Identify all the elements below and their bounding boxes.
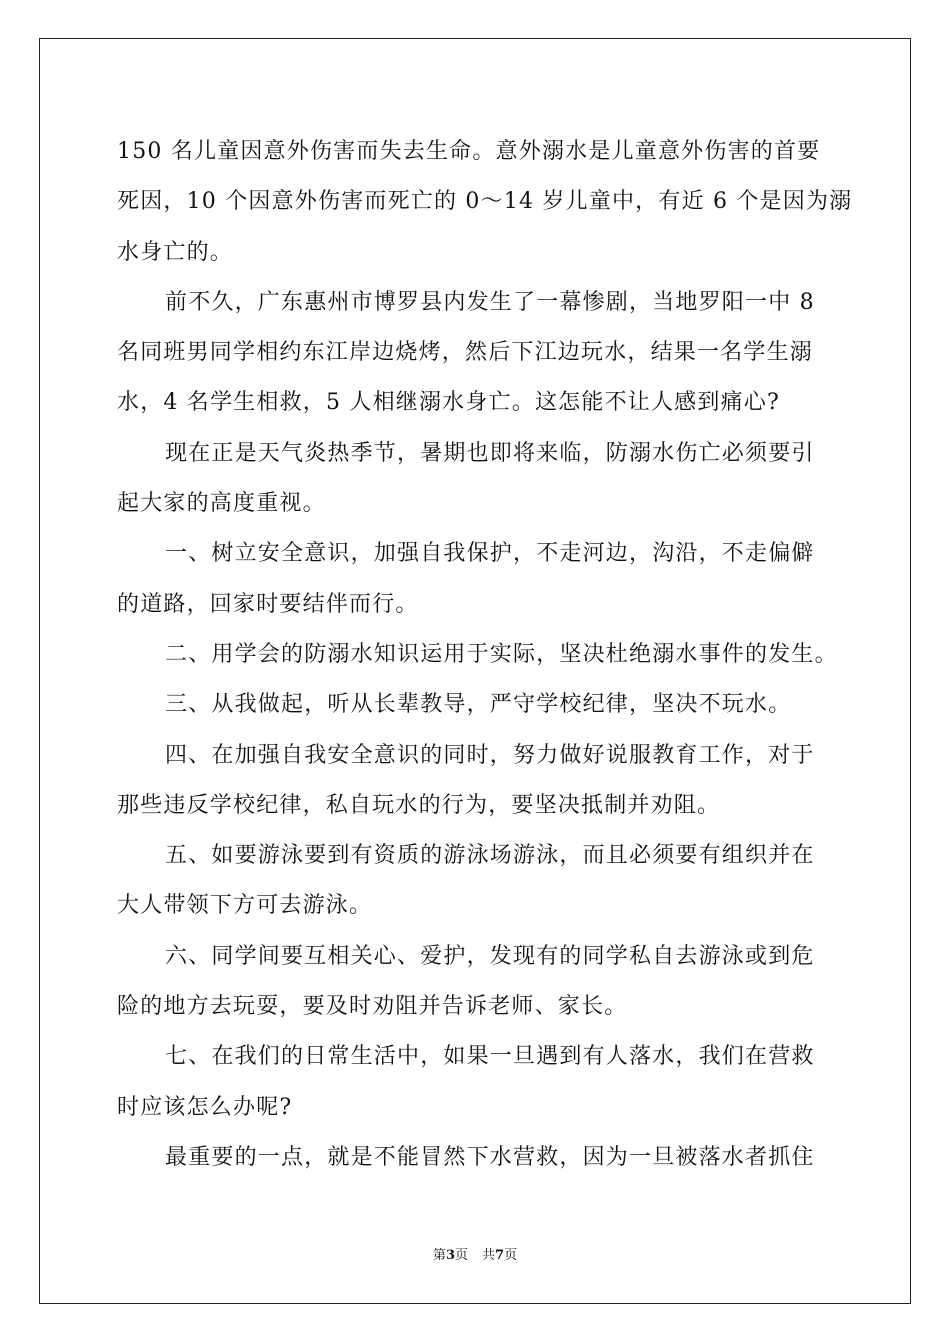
page-suffix: 页: [454, 1248, 468, 1263]
text-line: 四、在加强自我安全意识的同时，努力做好说服教育工作，对于: [165, 742, 815, 768]
text-line: 现在正是天气炎热季节，暑期也即将来临，防溺水伤亡必须要引: [165, 440, 815, 466]
text-line: 七、在我们的日常生活中，如果一旦遇到有人落水，我们在营救: [165, 1044, 815, 1070]
total-prefix: 共: [482, 1248, 496, 1263]
text-line: 名同班男同学相约东江岸边烧烤，然后下江边玩水，结果一名学生溺: [117, 340, 814, 366]
text-line: 起大家的高度重视。: [117, 491, 326, 517]
text-line: 六、同学间要互相关心、爱护，发现有的同学私自去游泳或到危: [165, 943, 815, 969]
text-line: 时应该怎么办呢?: [117, 1094, 293, 1120]
text-line: 大人带领下方可去游泳。: [117, 893, 373, 919]
text-line: 那些违反学校纪律，私自玩水的行为，要坚决抵制并劝阻。: [117, 792, 721, 818]
text-line: 三、从我做起，听从长辈教导，严守学校纪律，坚决不玩水。: [165, 692, 792, 718]
text-line: 水，4 名学生相救，5 人相继溺水身亡。这怎能不让人感到痛心?: [117, 390, 780, 416]
text-line: 的道路，回家时要结伴而行。: [117, 591, 419, 617]
text-line: 五、如要游泳要到有资质的游泳场游泳，而且必须要有组织并在: [165, 843, 815, 869]
text-line: 150 名儿童因意外伤害而失去生命。意外溺水是儿童意外伤害的首要: [117, 139, 821, 164]
text-line: 最重要的一点，就是不能冒然下水营救，因为一旦被落水者抓住: [165, 1144, 815, 1170]
page-number: 3: [445, 1248, 455, 1263]
page-total: 7: [495, 1248, 505, 1263]
document-body: [117, 127, 853, 1183]
text-line: 死因，10 个因意外伤害而死亡的 0～14 岁儿童中，有近 6 个是因为溺: [117, 189, 853, 215]
text-line: 二、用学会的防溺水知识运用于实际，坚决杜绝溺水事件的发生。: [165, 641, 838, 667]
text-line: 一、树立安全意识，加强自我保护，不走河边，沟沿，不走偏僻: [165, 541, 815, 567]
page-prefix: 第: [432, 1248, 446, 1263]
page-footer: [0, 1247, 950, 1265]
text-line: 前不久，广东惠州市博罗县内发生了一幕惨剧，当地罗阳一中 8: [165, 289, 815, 315]
text-line: 水身亡的。: [117, 239, 234, 265]
text-line: 险的地方去玩耍，要及时劝阻并告诉老师、家长。: [117, 994, 628, 1020]
total-suffix: 页: [504, 1248, 518, 1263]
